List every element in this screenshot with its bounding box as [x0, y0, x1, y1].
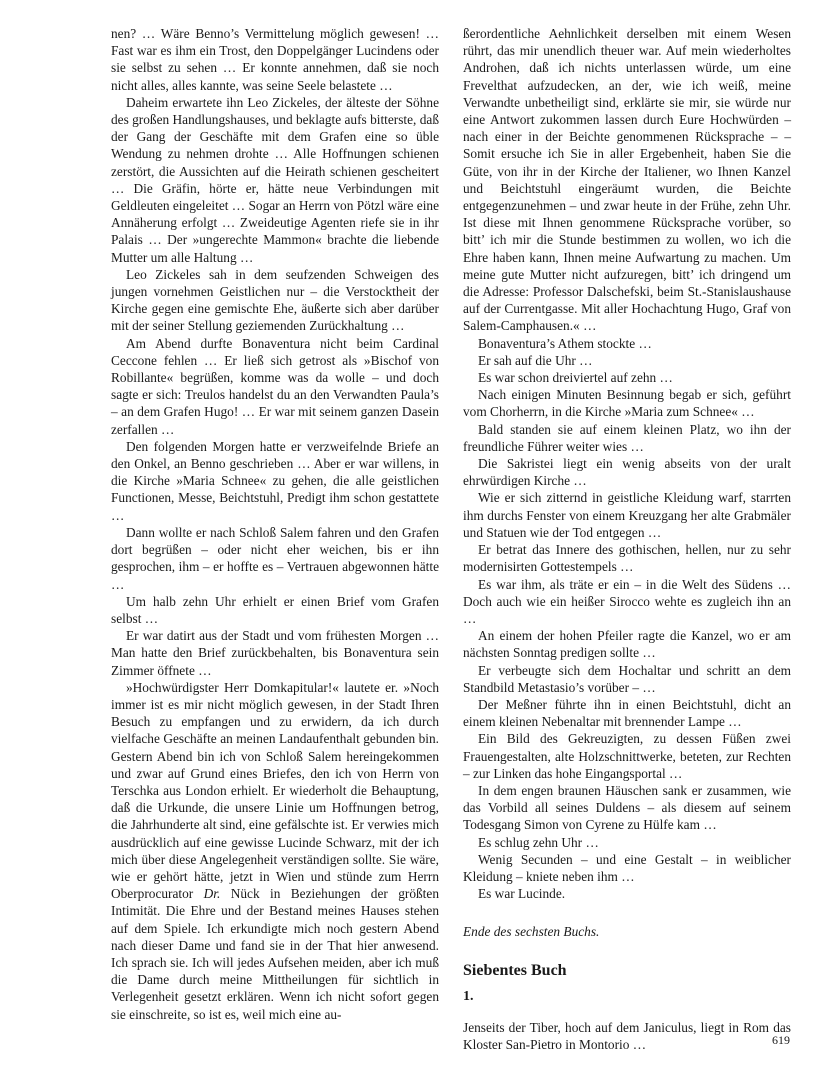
paragraph: Es war ihm, als träte er ein – in die Welt des Südens … Doch auch wie ein heißer Sirocco wehte es zugleich ihn an … — [463, 576, 791, 626]
paragraph: Wenig Secunden – und eine Gestalt – in weiblicher Kleidung – kniete neben ihm … — [463, 851, 791, 884]
paragraph: ßerordentliche Aehnlichkeit derselben mit einem Wesen rührt, das mir unendlich theuer war. Auf mein wiederholtes Androhen, daß ich nichts unterlassen würde, um eine Frevelthat aufzudecken, an der, wie ich weiß, meine Verwandte unbetheiligt sind, erklärte sie mir, sie würde nur eine Antwort zukommen lassen durch Eure Hochwürden – nach einer in der Beichte genommenen Rücksprache – – Somit ersuche ich Sie in aller Ergebenheit, haben Sie die Güte, von ihr in der Kirche der Italiener, wo Ihnen Kanzel und Beichtstuhl eingeräumt wurden, die Beichte entgegenzunehmen – und zwar heute in der Frühe, zehn Uhr. Ist diese mit Ihnen genommene Rücksprache vorüber, so bitt’ ich mir die Stunde bestimmen zu wollen, wo ich die Ehre haben kann, Ihnen meine Aufwartung zu machen. Um meine gute Mutter nicht aufzuregen, bitt’ ich dringend um die Adresse: Professor Dalschefski, beim St.-Stanislaushause auf der Currentgasse. Mit aller Hochachtung Hugo, Graf von Salem-Camphausen.« … — [463, 26, 791, 334]
paragraph: An einem der hohen Pfeiler ragte die Kanzel, wo er am nächsten Sonntag predigen sollte … — [463, 628, 791, 661]
letter-paragraph — [111, 679, 439, 1023]
left-column — [111, 25, 439, 1023]
paragraph: Daheim erwartete ihn Leo Zickeles, der älteste der Söhne des großen Handlungshauses, und beklagte aufs bitterste, daß der Gang der Geschäfte mit dem Grafen eine so üble Wendung zu nehmen drohte … Alle Hoffnungen schienen zerstört, die Aussichten auf die Heirath schienen gescheitert … Die Gräfin, hörte er, hätte neue Verbindungen mit Geldleuten eingeleitet … Sogar an Herrn von Pötzl wäre eine Annäherung erfolgt … Zweideutige Agenten riefe sie in ihr Palais … Der »ungerechte Mammon« brachte die liebende Mutter um alle Haltung … — [111, 94, 439, 265]
paragraph: Er sah auf die Uhr … — [478, 352, 593, 368]
paragraph: Er betrat das Innere des gothischen, hellen, nur zu sehr modernisirten Gottestempels … — [463, 542, 791, 575]
paragraph: Ein Bild des Gekreuzigten, zu dessen Füßen zwei Frauengestalten, alte Holzschnittwerke, beteten, zur Rechten – zur Linken das hohe Eingangsportal … — [463, 731, 791, 781]
paragraph: In dem engen braunen Häuschen sank er zusammen, wie das Vorbild all seines Duldens – als diesem auf seinem Todesgang Simon von Cyrene zu Hülfe kam … — [463, 782, 791, 833]
letter-text-part-1: »Hochwürdigster Herr Domkapitular!« lautete er. »Noch immer ist es mir nicht möglich gewesen, in der Stadt Ihren Besuch zu empfangen und zu erwidern, da ich durch vielfache Geschäfte an meinen Landaufenthalt gebunden bin. Gestern Abend bin ich von Schloß Salem hereingekommen und zwar auf Grund eines Briefes, den ich von Herrn von Terschka aus London erhielt. Er wiederholt die Behauptung, daß die Urkunde, die unsere Linie um Hoffnungen betrog, die Jahrhunderte alt sind, eine gefälschte ist. Er verwies mich ausdrücklich auf eine gewisse Lucinde Schwarz, mit der ich mich über diese Angelegenheit verständigen sollte. Sie wäre, wie er gehört hätte, jetzt in Wien und stünde zum Herrn Oberprocurator — [111, 679, 439, 902]
paragraph: Die Sakristei liegt ein wenig abseits von der uralt ehrwürdigen Kirche … — [463, 456, 791, 489]
paragraph: Am Abend durfte Bonaventura nicht beim Cardinal Ceccone fehlen … Er ließ sich getrost als »Bischof von Robillante« begrüßen, komme was da wolle – und doch sagte er sich: Treulos handelst du an den Verwandten Paula’s – an dem Grafen Hugo! … Er war mit seinem ganzen Dasein zerfallen … — [111, 335, 439, 437]
right-column — [463, 25, 791, 1053]
paragraph: Nach einigen Minuten Besinnung begab er sich, geführt vom Chorherrn, in die Kirche »Maria zum Schnee« … — [463, 387, 791, 420]
paragraph: Wie er sich zitternd in geistliche Kleidung warf, starrten ihm durchs Fenster von einem Kreuzgang her alte Grabmäler und Statuen wie der Tod entgegen … — [463, 490, 791, 540]
paragraph: Er war datirt aus der Stadt und vom frühesten Morgen … Man hatte den Brief zurückbehalten, bis Bonaventura sein Zimmer öffnete … — [111, 628, 439, 678]
opening-paragraph: Jenseits der Tiber, hoch auf dem Janiculus, liegt in Rom das Kloster San-Pietro in Montorio … — [463, 1019, 791, 1053]
paragraph: Um halb zehn Uhr erhielt er einen Brief vom Grafen selbst … — [111, 593, 439, 626]
title-abbreviation: Dr. — [203, 886, 221, 902]
letter-text-part-2: Nück in Beziehungen der größten Intimität. Die Ehre und der Bestand meines Hauses stehen auf dem Spiele. Ich erkundigte mich noch gestern Abend nach dieser Dame und fand sie in der That hier anwesend. Ich sprach sie. Ich will jedes Aufsehen meiden, aber ich muß die Dame durch meine Mittheilungen für sichtlich in Verlegenheit gesetzt erklären. Wenn ich nicht sofort gegen sie einschreite, so ist es, weil mich eine au- — [111, 886, 439, 1022]
paragraph: Es war schon dreiviertel auf zehn … — [478, 370, 673, 386]
paragraph: Es war Lucinde. — [478, 886, 566, 902]
page-number: 619 — [772, 1033, 790, 1047]
paragraph: Dann wollte er nach Schloß Salem fahren und den Grafen dort begrüßen – oder nicht eher weichen, bis er ihn gesprochen, ihm – er hoffte es – Vertrauen abgewonnen hätte … — [111, 524, 439, 592]
end-of-book-note: Ende des sechsten Buchs. — [463, 924, 600, 940]
paragraph: Der Meßner führte ihn in einen Beichtstuhl, dicht an einem kleinen Nebenaltar mit brennender Lampe … — [463, 696, 791, 730]
paragraph: Den folgenden Morgen hatte er verzweifelnde Briefe an den Onkel, an Benno geschrieben … Aber er war willens, in die Kirche »Maria Schnee« zu gehen, die alle geistlichen Functionen, Messe, Beichtstuhl, Predigt ihm schon gestattete … — [111, 438, 439, 523]
book-title: Siebentes Buch — [463, 961, 567, 979]
paragraph: Er verbeugte sich dem Hochaltar und schritt an dem Standbild Metastasio’s vorüber – … — [463, 662, 791, 695]
paragraph: Bald standen sie auf einem kleinen Platz, wo ihn der freundliche Führer weiter wies … — [463, 421, 791, 454]
paragraph: Bonaventura’s Athem stockte … — [478, 335, 652, 351]
paragraph: nen? … Wäre Benno’s Vermittelung möglich gewesen! … Fast war es ihm ein Trost, den Doppelgänger Lucindens oder sie selbst zu sehen … Er konnte annehmen, daß sie noch nicht alles, alles kannte, was seine Seele belastete … — [111, 26, 439, 93]
paragraph: Es schlug zehn Uhr … — [478, 834, 599, 850]
paragraph: Leo Zickeles sah in dem seufzenden Schweigen des jungen vornehmen Geistlichen nur – die Verstocktheit der Kirche gegen eine gemischte Ehe, äußerte sich aber darüber mit der seiner Stellung geziemenden Zurückhaltung … — [111, 266, 439, 334]
chapter-number: 1. — [463, 988, 474, 1004]
